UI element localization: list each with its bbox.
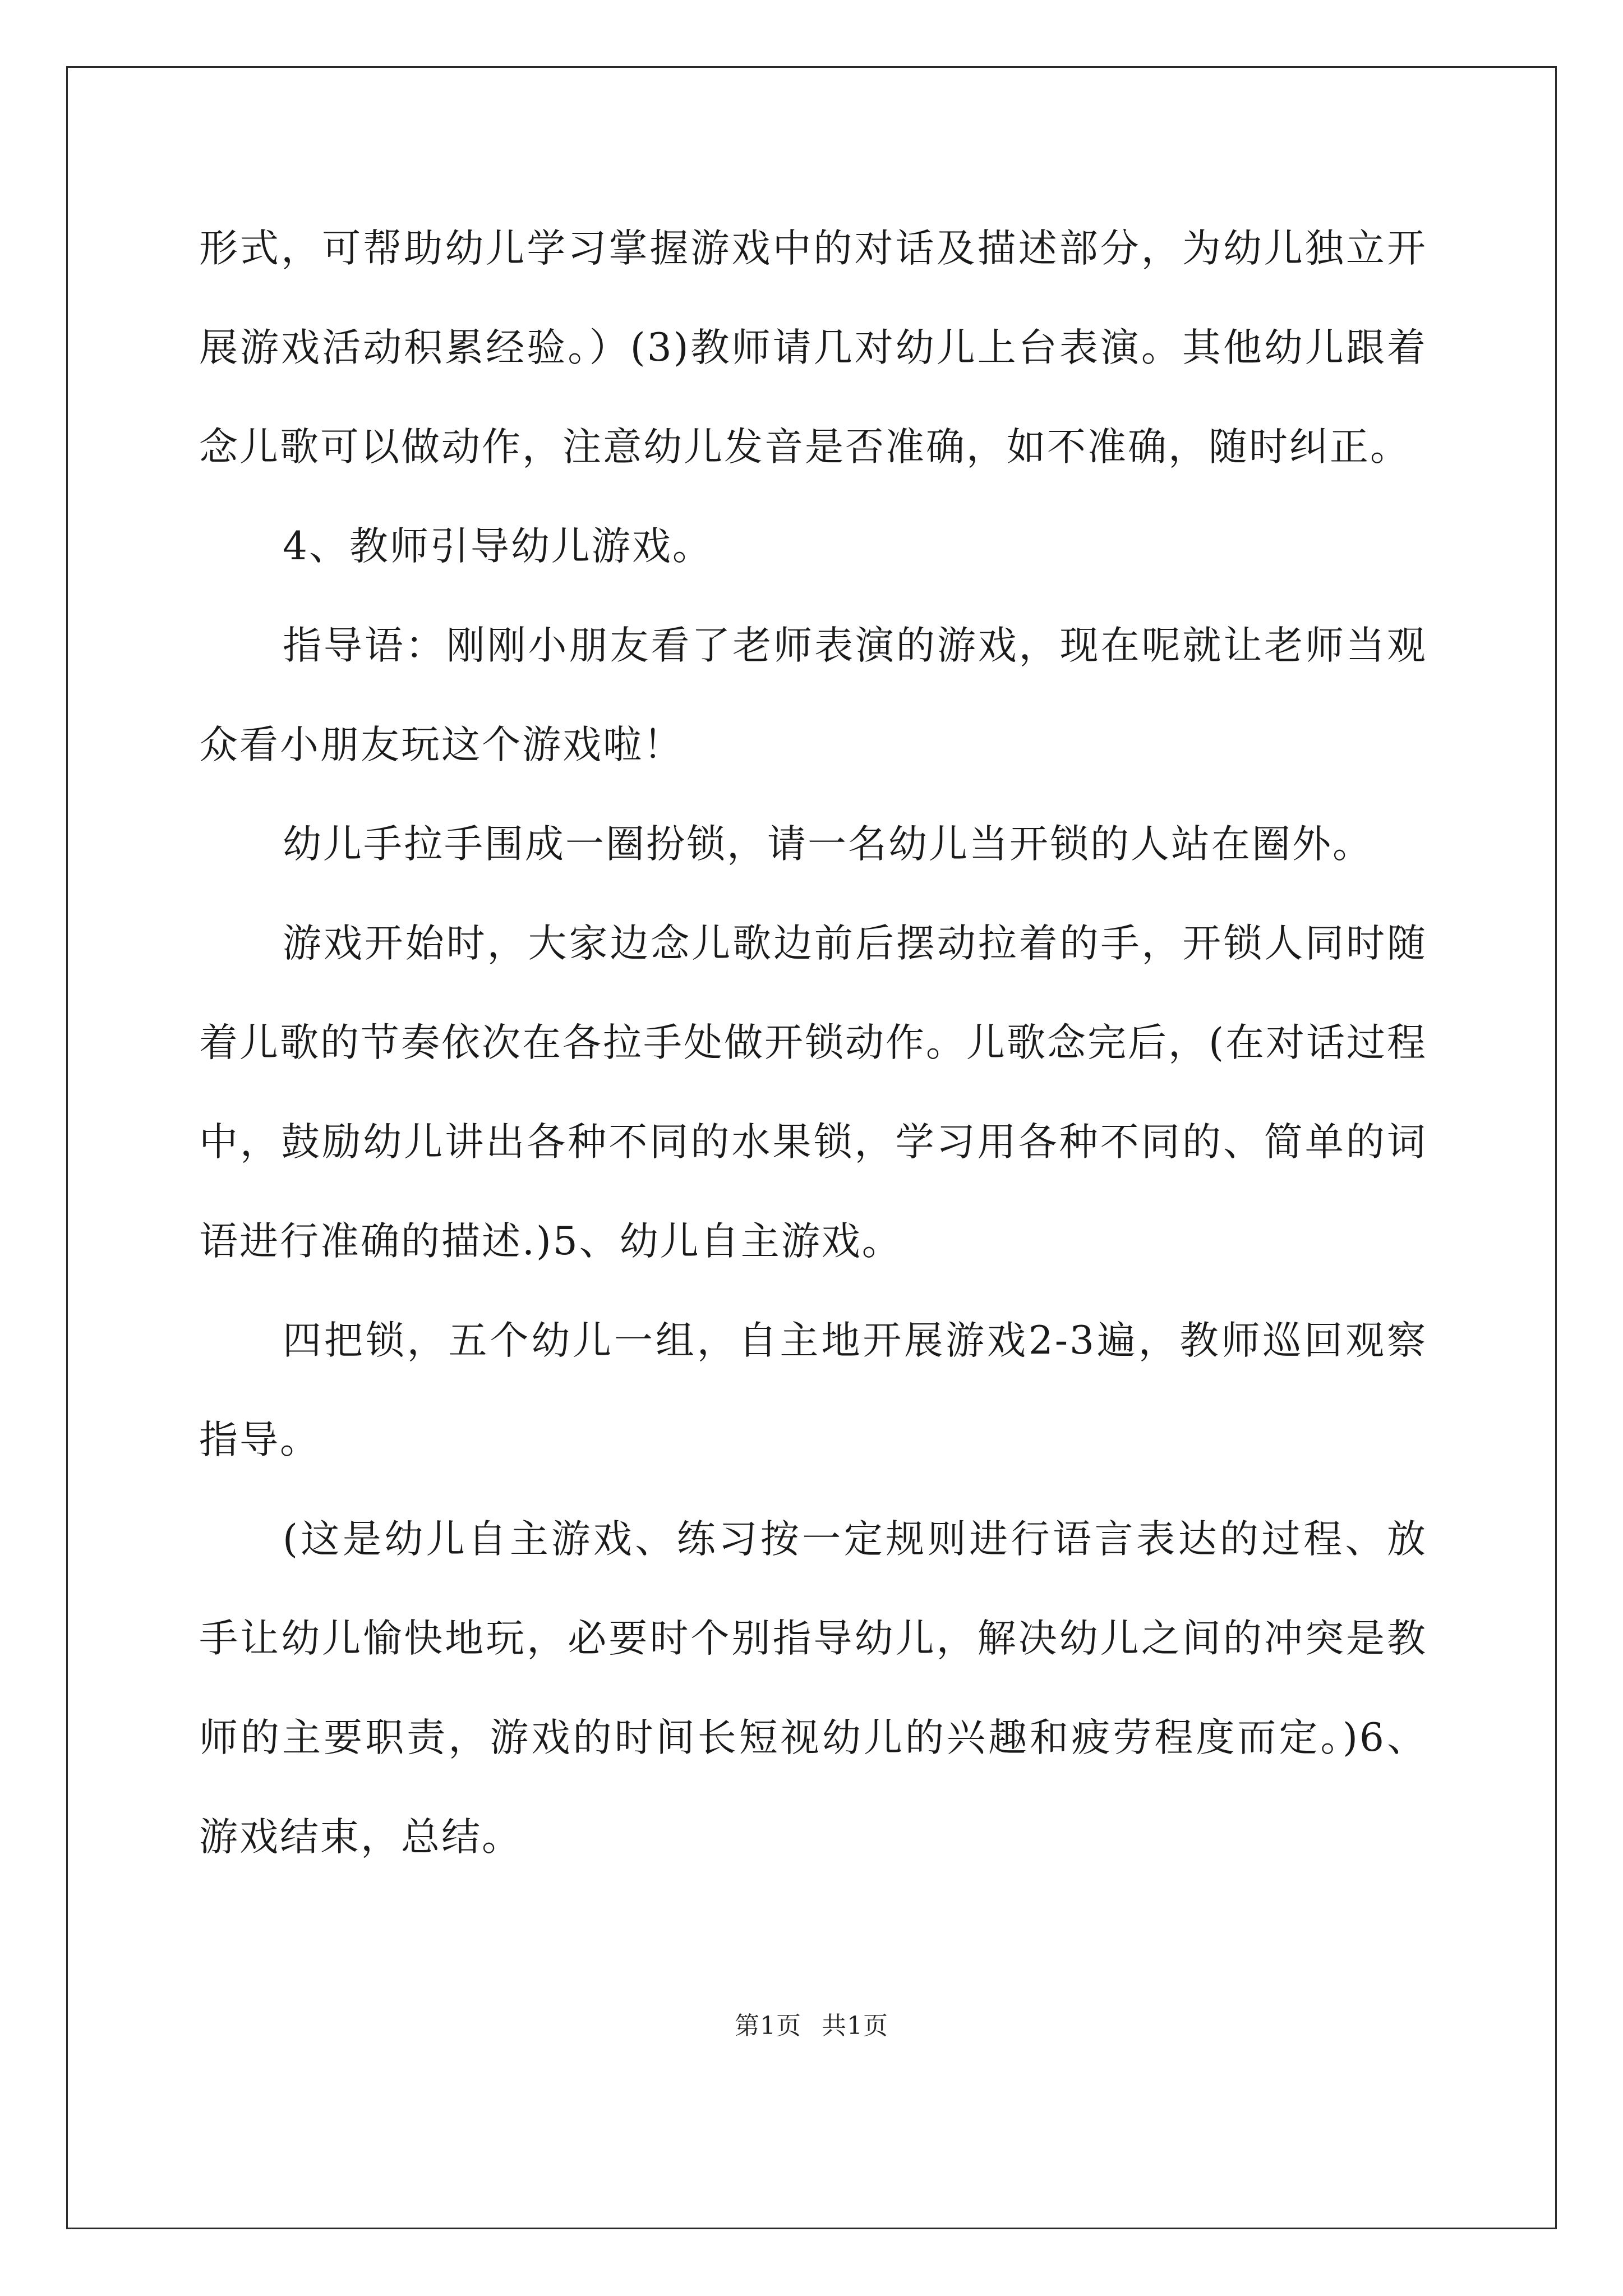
paragraph: 指导语：刚刚小朋友看了老师表演的游戏，现在呢就让老师当观众看小朋友玩这个游戏啦！ — [199, 623, 1427, 767]
document-body — [199, 199, 1427, 1887]
paragraph: 幼儿手拉手围成一圈扮锁，请一名幼儿当开锁的人站在圈外。 — [283, 822, 1373, 867]
paragraph: 四把锁，五个幼儿一组，自主地开展游戏2-3遍，教师巡回观察指导。 — [199, 1318, 1427, 1462]
paragraph: (这是幼儿自主游戏、练习按一定规则进行语言表达的过程、放手让幼儿愉快地玩，必要时个别指导幼儿，解决幼儿之间的冲突是教师的主要职责，游戏的时间长短视幼儿的兴趣和疲劳程度而定。)6、游戏结束，总结。 — [199, 1517, 1427, 1860]
page-footer — [0, 2005, 1623, 2041]
paragraph: 4、教师引导幼儿游戏。 — [283, 524, 713, 569]
paragraph: 游戏开始时，大家边念儿歌边前后摆动拉着的手，开锁人同时随着儿歌的节奏依次在各拉手处做开锁动作。儿歌念完后，(在对话过程中，鼓励幼儿讲出各种不同的水果锁，学习用各种不同的、简单的词语进行准确的描述.)5、幼儿自主游戏。 — [199, 921, 1427, 1264]
paragraph: 形式，可帮助幼儿学习掌握游戏中的对话及描述部分，为幼儿独立开展游戏活动积累经验。）(3)教师请几对幼儿上台表演。其他幼儿跟着念儿歌可以做动作，注意幼儿发音是否准确，如不准确，随时纠正。 — [199, 226, 1427, 470]
page-number: 第1页 — [735, 2012, 801, 2040]
page-total: 共1页 — [822, 2012, 888, 2040]
